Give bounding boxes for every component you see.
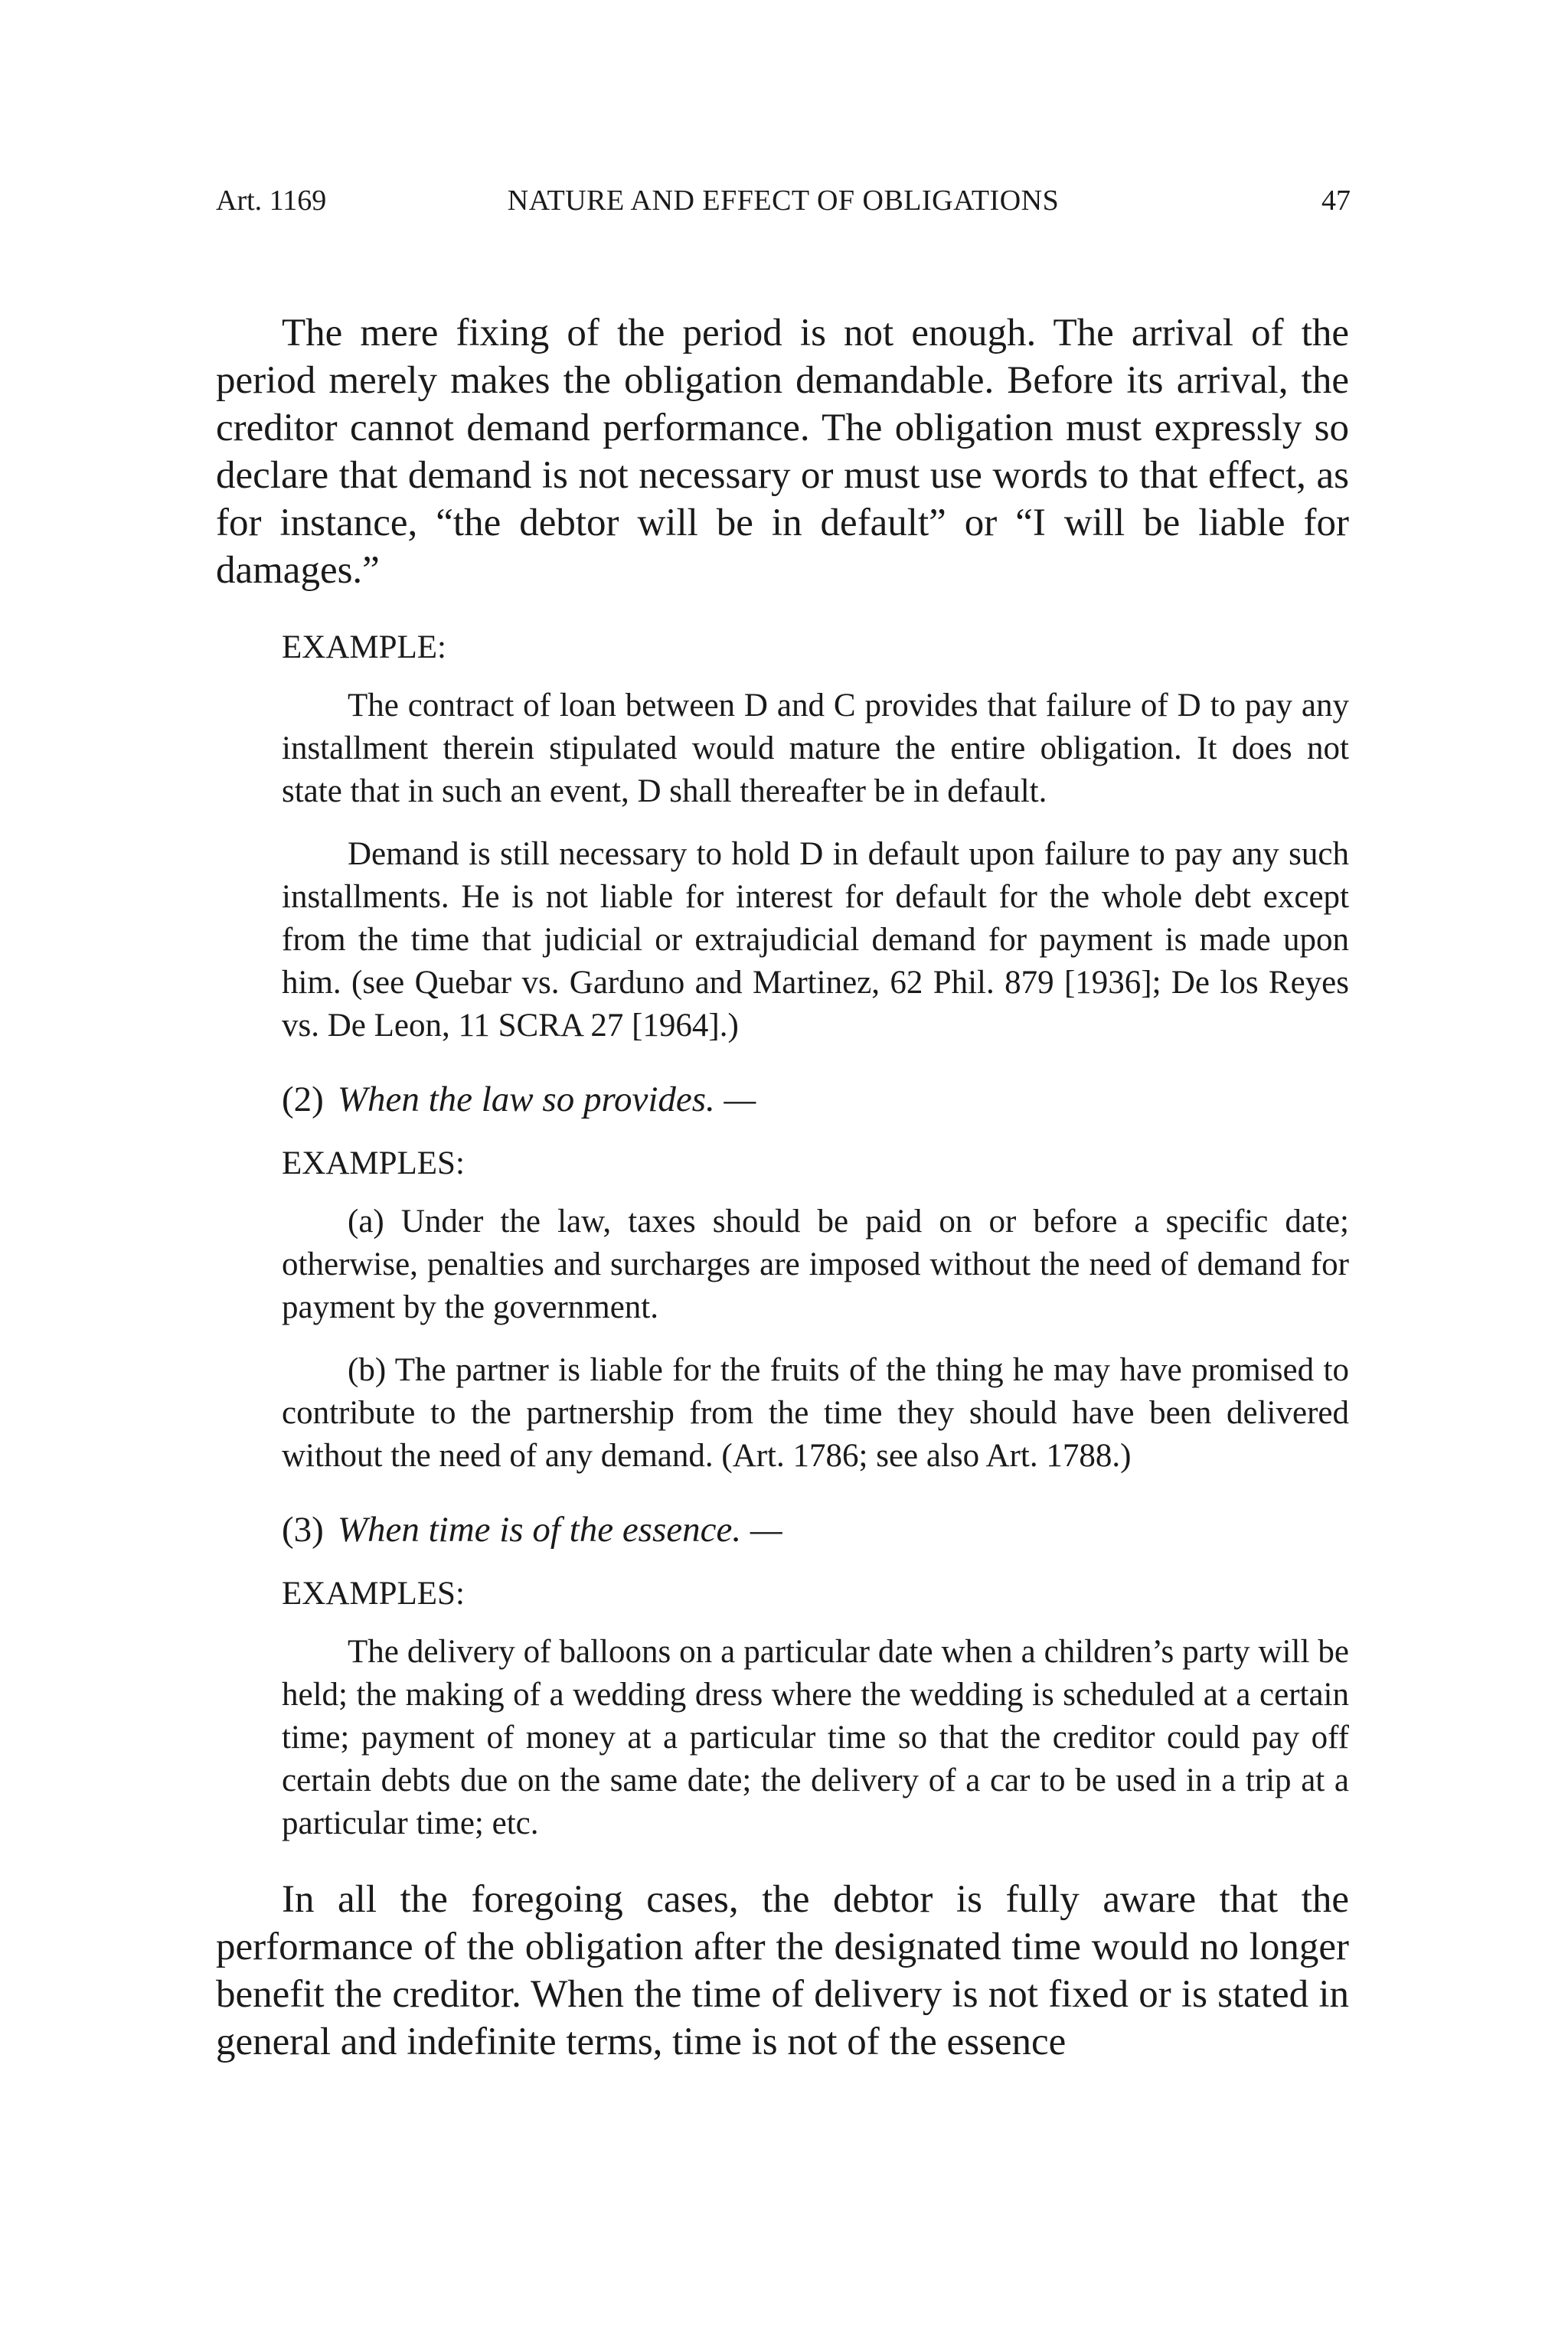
paragraph-period-fixing: The mere fixing of the period is not enough. The arrival of the period merely makes the obligation demandable. Before its arrival, the creditor cannot demand performance. The obligation must expressly so declare that demand is not necessary or must use words to that effect, as for instance, “the debtor will be in default” or “I will be liable for damages.”	[216, 312, 1349, 592]
page-number: 47	[1321, 185, 1351, 217]
example-item-b: (b) The partner is liable for the fruits of the thing he may have promised to contribute to the partnership from the time they should have been delivered without the need of any demand. (Art. 1786; see also Art. 1788.)	[282, 1352, 1349, 1474]
examples-label: EXAMPLES:	[282, 1145, 465, 1181]
example-label: EXAMPLE:	[282, 629, 446, 665]
examples-block	[282, 1631, 1349, 1845]
heading-text: When time is of the essence. —	[337, 1510, 782, 1550]
paragraph-foregoing-cases: In all the foregoing cases, the debtor is fully aware that the performance of the obligation after the designated time would no longer benefit the creditor. When the time of delivery is not fixed or is stated in general and indefinite terms, time is not of the essence	[216, 1878, 1349, 2063]
heading-number: (3)	[282, 1510, 324, 1550]
body-text	[216, 309, 1349, 2066]
example-item-a: (a) Under the law, taxes should be paid on or before a specific date; otherwise, penalties and surcharges are imposed without the need of demand for payment by the government.	[282, 1204, 1349, 1325]
chapter-title: NATURE AND EFFECT OF OBLIGATIONS	[507, 185, 1060, 217]
example-paragraph: The contract of loan between D and C provides that failure of D to pay any installment therein stipulated would mature the entire obligation. It does not state that in such an event, D shall thereafter be in default.	[282, 688, 1349, 809]
examples-label: EXAMPLES:	[282, 1576, 465, 1612]
example-paragraph: The delivery of balloons on a particular date when a children’s party will be held; the making of a wedding dress where the wedding is scheduled at a certain time; payment of money at a particular time so that the creditor could pay off certain debts due on the same date; the delivery of a car to be used in a trip at a particular time; etc.	[282, 1634, 1349, 1841]
examples-block	[282, 1200, 1349, 1478]
heading-text: When the law so provides. —	[337, 1080, 756, 1119]
section-heading-law-provides	[282, 1076, 1349, 1122]
article-reference: Art. 1169	[216, 185, 327, 217]
heading-number: (2)	[282, 1080, 324, 1119]
running-head	[216, 179, 1351, 222]
section-heading-time-essence	[282, 1507, 1349, 1553]
example-paragraph: Demand is still necessary to hold D in default upon failure to pay any such installments. He is not liable for interest for default for the whole debt except from the time that judicial or extrajudicial demand for payment is made upon him. (see Quebar vs. Garduno and Martinez, 62 Phil. 879 [1936]; De los Reyes vs. De Leon, 11 SCRA 27 [1964].)	[282, 836, 1349, 1044]
example-block	[282, 684, 1349, 1047]
